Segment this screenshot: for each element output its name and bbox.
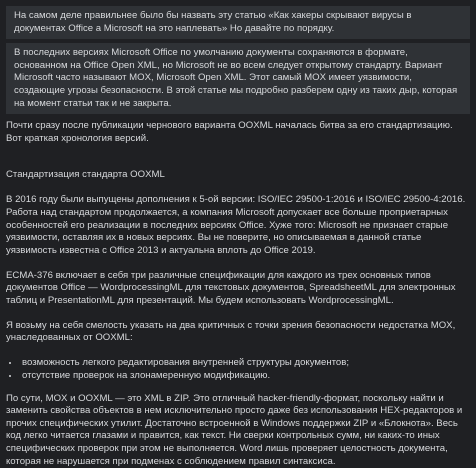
paragraph-2016: В 2016 году были выпущены дополнения к 5-ой версии: ISO/IEC 29500-1:2016 и ISO/IEC 29500-4:2016. Работа над стандартом продолжается, а компания Microsoft допускает все больше проприетарных особенностей его реализации в последних версиях Office. Хуже того: Microsoft не признает старые уязвимости, оставляя их в новых версиях. Вы не поверите, но описываемая в данной статье уязвимость известна с Office 2013 и актуальна вплоть до Office 2019. xyxy=(6,194,466,256)
callout-text: В последних версиях Microsoft Office по умолчанию документы сохраняются в формате, основанном на Office Open XML, но Microsoft не во всем следует открытому стандарту. Вариант Microsoft часто называют MOX, Microsoft Open XML. Этот самый MOX имеет уязвимости, создающие угрозы безопасности. В этой статье мы подробно разберем одну из таких дыр, которая на момент статьи так и не закрыта. xyxy=(14,47,458,109)
paragraph-flaws-intro: Я возьму на себя смелость указать на два критичных с точки зрения безопасности недостатка MOX, унаследованных от OOXML: xyxy=(6,319,456,344)
flaws-list xyxy=(6,357,470,382)
paragraph-conclusion: По сути, MOX и OOXML — это XML в ZIP. Это отличный hacker-friendly-формат, поскольку найти и заменить свойства объектов в нем исключительно просто даже без использования HEX-редакторов и прочих специфических утилит. Достаточно встроенной в Windows поддержки ZIP и «Блокнота». Весь код легко читается глазами и правится, как текст. Ни сверки контрольных сумм, ни каких-то иных специфических проверок при этом не выполняется. Word лишь проверяет целостность документа, которая не нарушается при подменах с соблюдением правил синтаксиса. xyxy=(6,392,463,467)
list-item: • отсутствие проверок на злонамеренную модификацию. xyxy=(20,370,470,383)
callout-text: На самом деле правильнее было бы назвать эту статью «Как хакеры скрывают вирусы в документах Office а Microsoft на это наплевать» Но давайте по порядку. xyxy=(14,10,412,34)
list-item: • возможность легкого редактирования внутренней структуры документов; xyxy=(20,357,470,370)
callout-note xyxy=(6,6,470,39)
paragraph-ecma: ECMA-376 включает в себя три различные спецификации для каждого из трех основных типов документов Office — WordprocessingML для текстовых документов, SpreadsheetML для электронных таблиц и PresentationML для презентаций. Мы будем использовать WordprocessingML. xyxy=(6,269,456,306)
callout-summary xyxy=(6,43,470,114)
section-heading: Стандартизация стандарта OOXML xyxy=(6,169,165,181)
intro-paragraph: Почти сразу после публикации черновогo варианта OOXML началась битва за его стандартизацию. Вот краткая хронология версий. xyxy=(6,120,453,144)
